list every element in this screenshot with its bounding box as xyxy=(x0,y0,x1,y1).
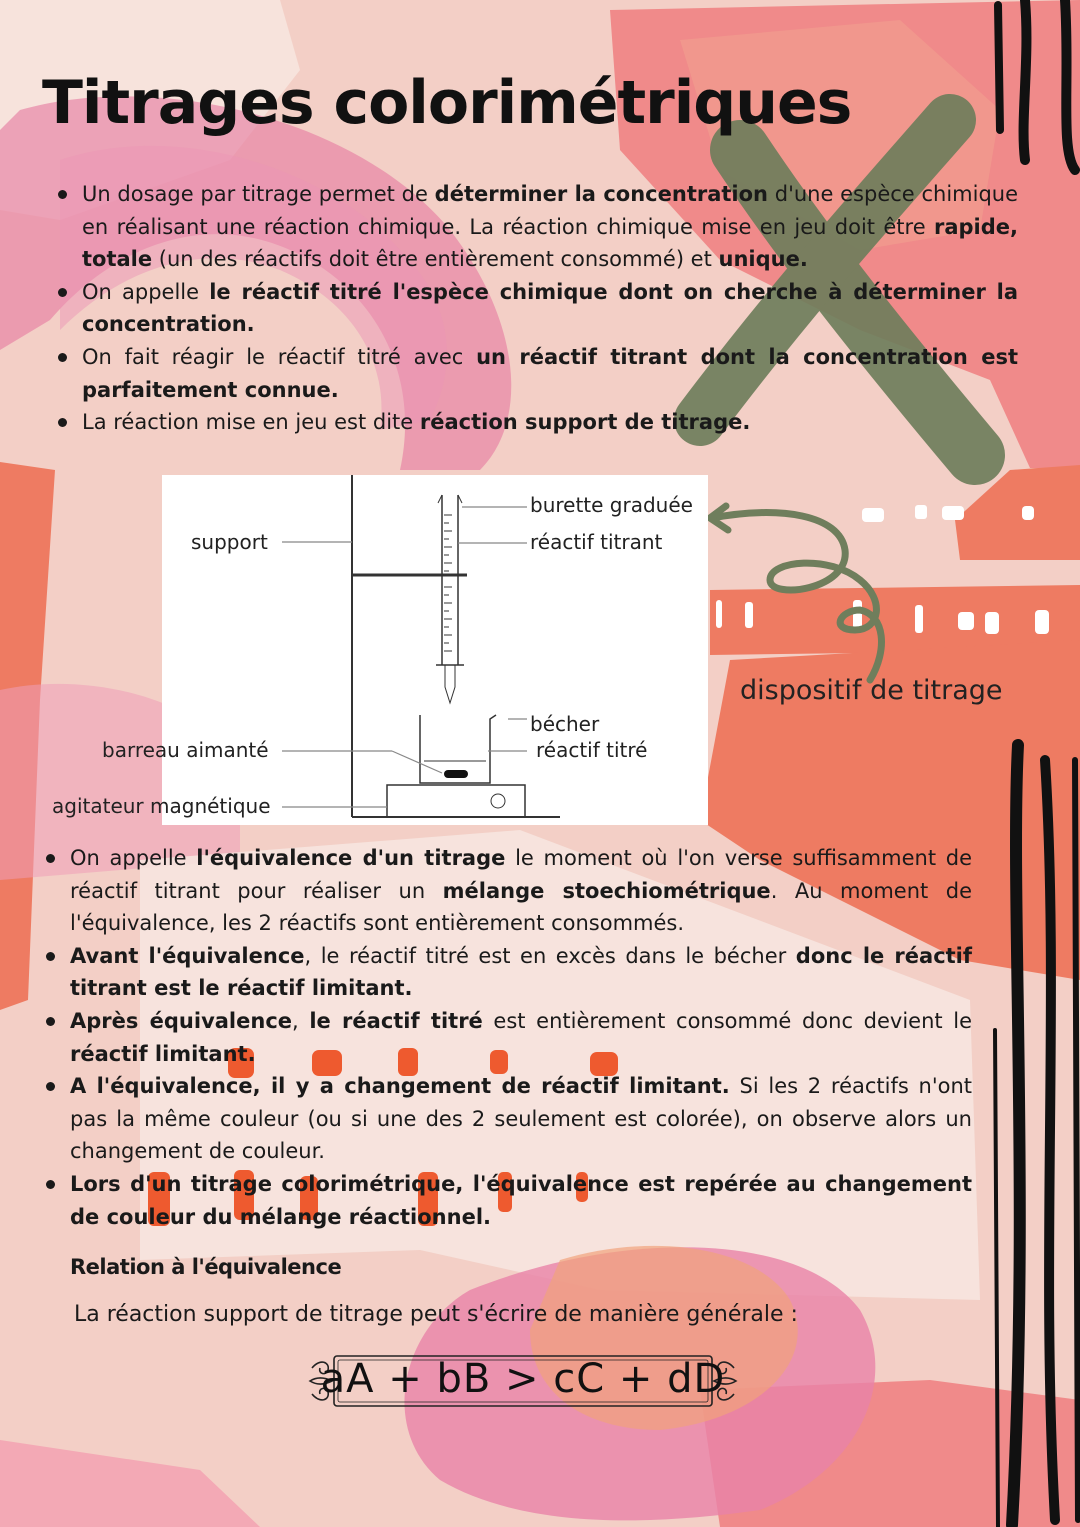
label-titrant: réactif titrant xyxy=(530,530,663,554)
list-item: Après équivalence, le réactif titré est entièrement consommé donc devient le réactif limitant. xyxy=(46,1005,972,1070)
label-support: support xyxy=(191,530,268,554)
label-agitateur: agitateur magnétique xyxy=(52,794,271,818)
list-item: Avant l'équivalence, le réactif titré est en excès dans le bécher donc le réactif titrant est le réactif limitant. xyxy=(46,940,972,1005)
intro-list xyxy=(58,178,1018,439)
equation-frame xyxy=(306,1348,740,1414)
list-item: Un dosage par titrage permet de déterminer la concentration d'une espèce chimique en réalisant une réaction chimique. La réaction chimique mise en jeu doit être rapide, totale (un des réactifs doit être entièrement consommé) et unique. xyxy=(58,178,1018,276)
label-becher: bécher xyxy=(530,712,600,736)
list-item: On fait réagir le réactif titré avec un réactif titrant dont la concentration est parfaitement connue. xyxy=(58,341,1018,406)
list-item: On appelle le réactif titré l'espèce chimique dont on cherche à déterminer la concentration. xyxy=(58,276,1018,341)
page-title: Titrages colorimétriques xyxy=(42,68,852,138)
label-burette: burette graduée xyxy=(530,493,693,517)
list-item: On appelle l'équivalence d'un titrage le moment où l'on verse suffisamment de réactif titrant pour réaliser un mélange stoechiométrique. Au moment de l'équivalence, les 2 réactifs sont entièrement consommés. xyxy=(46,842,972,940)
list-item: A l'équivalence, il y a changement de réactif limitant. Si les 2 réactifs n'ont pas la même couleur (ou si une des 2 seulement est colorée), on observe alors un changement de couleur. xyxy=(46,1070,972,1168)
reaction-equation: aA + bB > cC + dD xyxy=(320,1356,726,1402)
equivalence-list xyxy=(46,842,972,1233)
label-barreau: barreau aimanté xyxy=(102,738,269,762)
list-item: La réaction mise en jeu est dite réaction support de titrage. xyxy=(58,406,1018,439)
label-titre: réactif titré xyxy=(536,738,648,762)
diagram-caption: dispositif de titrage xyxy=(740,675,1003,706)
relation-text: La réaction support de titrage peut s'écrire de manière générale : xyxy=(74,1302,798,1327)
relation-heading: Relation à l'équivalence xyxy=(70,1255,342,1279)
titration-diagram xyxy=(162,475,708,825)
titration-setup-drawing xyxy=(162,475,708,825)
list-item: Lors d'un titrage colorimétrique, l'équivalence est repérée au changement de couleur du mélange réactionnel. xyxy=(46,1168,972,1233)
